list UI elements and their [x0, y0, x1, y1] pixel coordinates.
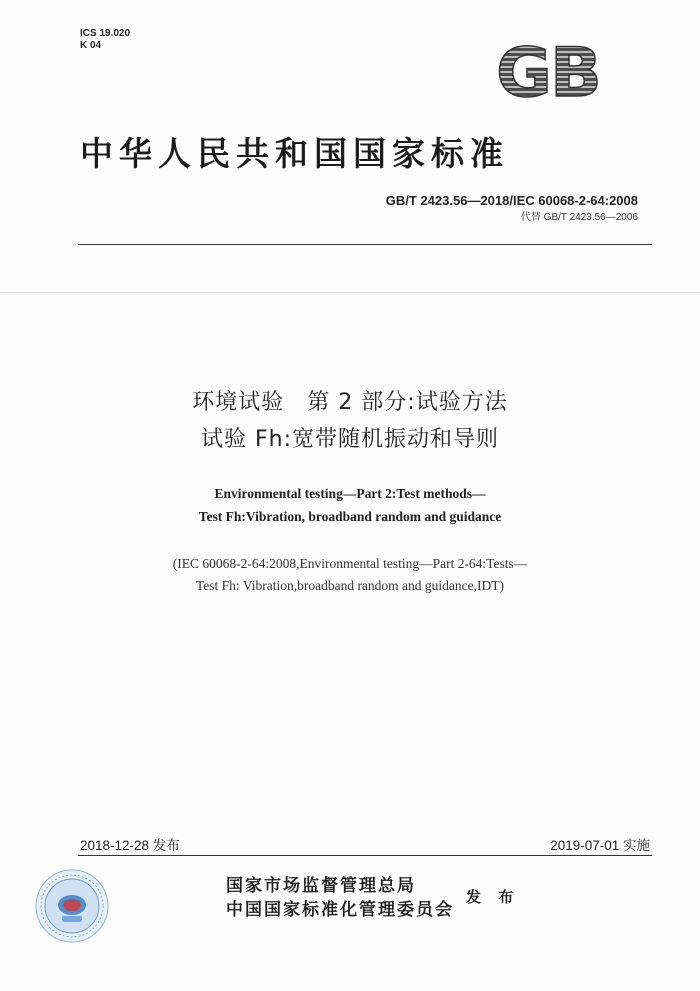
- footer-divider: [78, 855, 652, 856]
- ccs-code: K 04: [80, 40, 102, 51]
- publish-label: 发 布: [466, 888, 520, 906]
- scan-fold-line: [0, 292, 700, 293]
- gb-logo: [478, 38, 618, 104]
- issuer-sac: 中国国家标准化管理委员会: [226, 900, 454, 920]
- anti-counterfeit-stamp-icon: [34, 868, 110, 944]
- implementation-date: 2019-07-01 实施: [550, 838, 650, 853]
- standard-category-title: 中华人民共和国国家标准: [80, 134, 509, 173]
- equivalence-note-line2: Test Fh: Vibration,broadband random and guidance,IDT): [195, 578, 505, 593]
- replaces-standard: 代替 GB/T 2423.56—2006: [520, 212, 638, 223]
- english-title-line1: Environmental testing—Part 2:Test methods—: [214, 486, 486, 501]
- issue-date: 2018-12-28 发布: [80, 838, 180, 853]
- chinese-title-line2: 试验 Fh:宽带随机振动和导则: [200, 427, 499, 452]
- header-divider: [78, 244, 652, 245]
- svg-text:GB: GB: [496, 38, 600, 104]
- equivalence-note-line1: (IEC 60068-2-64:2008,Environmental testing—Part 2-64:Tests—: [172, 556, 528, 571]
- chinese-title-line1: 环境试验 第 2 部分:试验方法: [192, 390, 508, 415]
- classification-codes: [80, 28, 130, 52]
- issuing-authorities: [226, 874, 454, 922]
- standard-number: GB/T 2423.56—2018/IEC 60068-2-64:2008: [385, 193, 638, 208]
- issuer-samr: 国家市场监督管理总局: [226, 876, 416, 896]
- ics-code: ICS 19.020: [80, 28, 131, 39]
- english-title-line2: Test Fh:Vibration, broadband random and guidance: [198, 509, 502, 524]
